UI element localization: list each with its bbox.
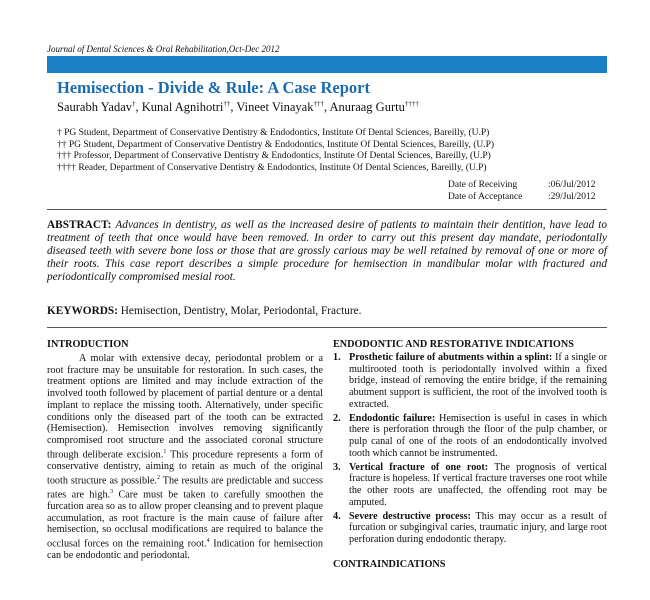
author-mark: †† [223, 100, 231, 108]
list-item-label: Endodontic failure: [349, 412, 436, 424]
date-label: Date of Receiving [448, 180, 518, 190]
keywords-text: Hemisection, Dentistry, Molar, Periodontal, Fracture. [120, 305, 362, 317]
author-separator: , [230, 100, 237, 115]
list-item [333, 413, 607, 460]
section-heading-contraindications: CONTRAINDICATIONS [333, 558, 446, 570]
article-title: Hemisection - Divide & Rule: A Case Report [57, 78, 370, 97]
citation-marker: 3 [110, 488, 114, 495]
list-item-number: 4. [333, 510, 341, 522]
author-mark: †††† [404, 100, 419, 108]
header-color-bar [47, 56, 607, 73]
list-item-text: Hemisection is useful in cases in which there is perforation through the floor of the pulp chamber, or pulp canal of one of the roots of an endodontically involved tooth which cannot be instrumented. [349, 412, 607, 459]
author-name: Vineet Vinayak [236, 100, 314, 115]
citation-marker: 2 [156, 474, 160, 481]
date-value: :29/Jul/2012 [548, 191, 596, 202]
list-item-number: 3. [333, 461, 341, 473]
list-item-body [349, 511, 607, 546]
section-heading-introduction: INTRODUCTION [47, 339, 129, 350]
list-item-body [349, 352, 607, 411]
list-item [333, 352, 607, 411]
list-item-label: Vertical fracture of one root: [349, 461, 489, 473]
author-name: Saurabh Yadav [57, 100, 132, 115]
list-item-label: Prosthetic failure of abutments within a splint: [349, 351, 553, 363]
list-item-body [349, 413, 607, 460]
keywords-label: KEYWORDS: [47, 305, 118, 317]
introduction-paragraph [47, 353, 323, 562]
citation-marker: 4 [206, 538, 210, 545]
affiliation-line: †††† Reader, Department of Conservative Dentistry & Endodontics, Institute Of Dental Sciences, Bareilly, (U.P) [57, 162, 487, 173]
author-name: Anuraag Gurtu [329, 100, 405, 115]
affiliation-line: †† PG Student, Department of Conservative Dentistry & Endodontics, Institute Of Dental Sciences, Bareilly, (U.P) [57, 139, 495, 150]
list-item [333, 511, 607, 546]
journal-header: Journal of Dental Sciences & Oral Rehabilitation,Oct-Dec 2012 [47, 44, 280, 54]
author-name: Kunal Agnihotri [141, 100, 224, 115]
affiliation-list [57, 128, 494, 174]
affiliation-line: ††† Professor, Department of Conservative Dentistry & Endodontics, Institute Of Dental Sciences, Bareilly, (U.P) [57, 151, 491, 162]
author-list [57, 100, 419, 115]
introduction-text: Indication for hemisection can be endodontic and periodontal. [47, 538, 323, 562]
abstract-text: Advances in dentistry, as well as the increased desire of patients to maintain their dentition, have lead to treatment of teeth that once would have been removed. In order to carry out this present day mandate, periodontally diseased teeth with severe bone loss or those that are grossly carious may be well retained by removal of one or more of their roots. This case report describes a simple procedure for hemisection in mandibular molar with fractured and periodontically compromised mesial root. [47, 219, 608, 283]
date-row-receiving [448, 180, 596, 192]
section-heading-indications: ENDODONTIC AND RESTORATIVE INDICATIONS [333, 339, 574, 350]
list-item-text: If a single or multirooted tooth is periodontally involved within a fixed bridge, instead of removing the entire bridge, if the remaining abutment support is sufficient, the root of the involved tooth is extracted. [349, 351, 607, 410]
affiliation-line: † PG Student, Department of Conservative Dentistry & Endodontics, Institute Of Dental Sciences, Bareilly, (U.P) [57, 128, 490, 138]
right-column [333, 339, 607, 571]
list-item-label: Severe destructive process: [349, 510, 471, 522]
list-item-text: This may occur as a result of furcation or subgingival caries, traumatic injury, and large root perforation during endodontic therapy. [349, 510, 608, 545]
date-value: :06/Jul/2012 [548, 180, 596, 190]
citation-marker: 1 [163, 448, 167, 455]
list-item [333, 462, 607, 509]
date-row-acceptance [448, 192, 596, 204]
date-block [448, 180, 596, 203]
list-item-text: The prognosis of vertical fracture is hopeless. If vertical fracture traverses one root while the other roots are unaffected, the offending root may be amputed. [349, 461, 607, 508]
abstract-label: ABSTRACT: [47, 219, 112, 231]
list-item-body [349, 462, 607, 509]
divider-top [47, 209, 607, 210]
left-column [47, 339, 323, 562]
introduction-text: This procedure represents a form of conservative dentistry, aiming to retain as much of the original tooth structure as possible. [47, 449, 323, 487]
abstract [47, 219, 607, 284]
list-item-number: 2. [333, 412, 341, 424]
author-separator: , [323, 100, 330, 115]
author-separator: , [135, 100, 142, 115]
author-mark: † [132, 100, 136, 108]
introduction-text: The results are predictable and success rates are high. [47, 475, 323, 501]
date-label: Date of Acceptance [448, 191, 523, 202]
indications-list [333, 352, 607, 546]
introduction-text: Care must be taken to carefully smoothen the furcation area so as to allow proper cleansing and to prevent plaque accumulation, as root fracture is the main cause of failure after hemisection, so occlusal modifications are required to balance the occlusal forces on the remaining root. [47, 489, 324, 550]
keywords [47, 305, 607, 317]
divider-keywords [47, 327, 607, 328]
author-mark: ††† [313, 100, 324, 108]
introduction-text: A molar with extensive decay, periodontal problem or a root fracture may be unsuitable for restoration. In such cases, the treatment options are limited and may include extraction of the involved tooth followed by placement of partial denture or a dental implant to replace the missing tooth. Alternatively, under specific conditions only the diseased part of the tooth can be extracted (Hemisection). Hemisection involves removing significantly compromised root structure and the associated coronal structure through deliberate excision. [47, 352, 323, 461]
list-item-number: 1. [333, 351, 341, 363]
